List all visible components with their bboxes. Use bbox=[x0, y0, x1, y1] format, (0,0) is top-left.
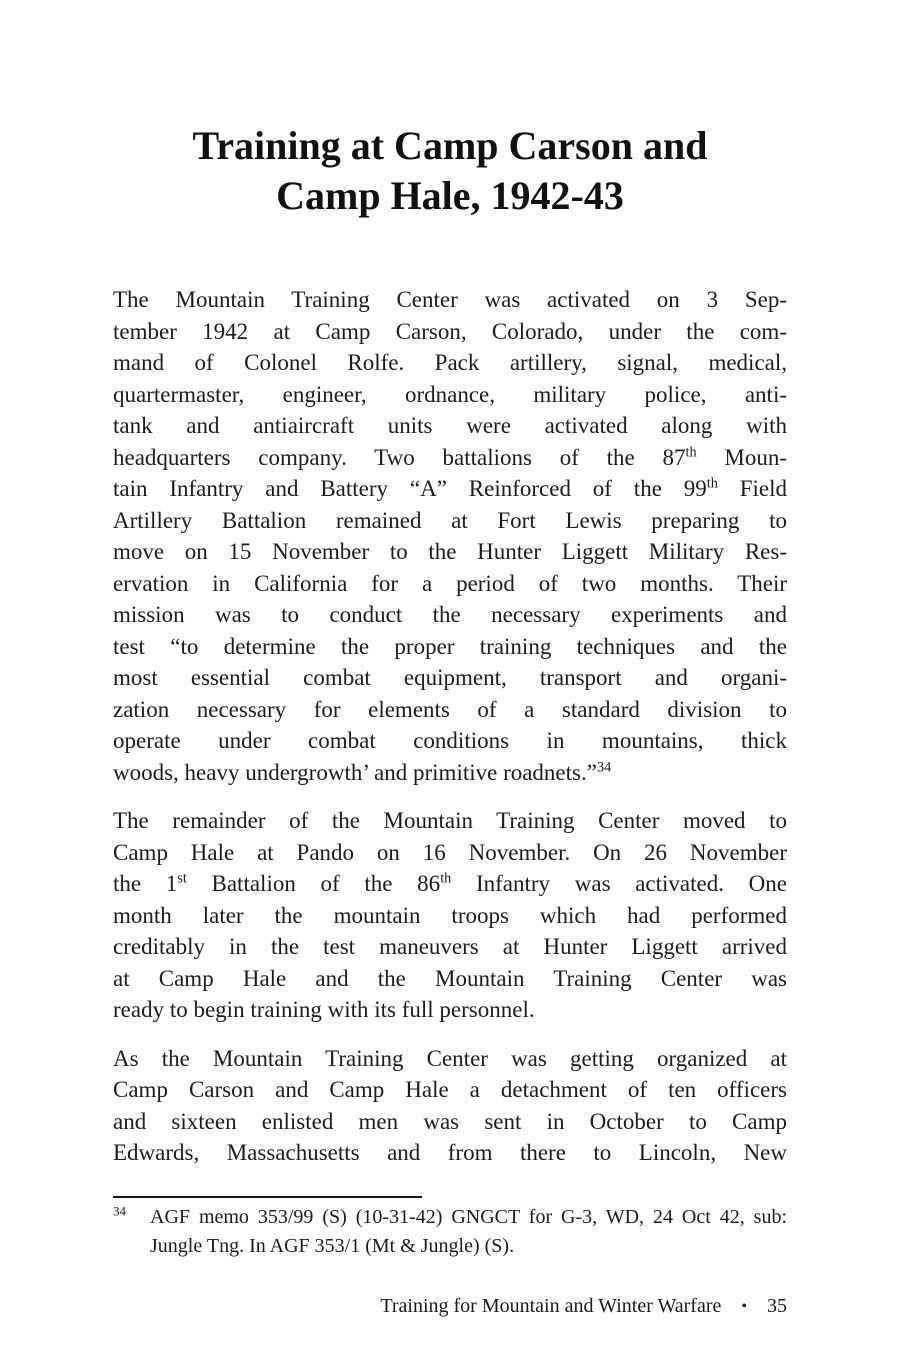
footnote bbox=[113, 1203, 787, 1261]
page-number: 35 bbox=[767, 1295, 787, 1317]
text-line: quartermaster, engineer, ordnance, military police, anti- bbox=[113, 381, 787, 407]
text-line: headquarters company. Two battalions of the 87th Moun- bbox=[113, 443, 787, 470]
chapter-title-line-2: Camp Hale, 1942-43 bbox=[276, 173, 624, 218]
body-text bbox=[113, 284, 787, 1169]
chapter-title bbox=[113, 121, 787, 221]
text-line: move on 15 November to the Hunter Liggett Military Res- bbox=[113, 539, 787, 564]
text-line: The Mountain Training Center was activated on 3 Sep- bbox=[113, 287, 787, 312]
footnote-line-2: Jungle Tng. In AGF 353/1 (Mt & Jungle) (S). bbox=[150, 1235, 515, 1257]
text-line: ervation in California for a period of two months. Their bbox=[113, 570, 787, 596]
footer-chapter-title: Training for Mountain and Winter Warfare bbox=[380, 1295, 722, 1317]
text-line: tank and antiaircraft units were activated along with bbox=[113, 413, 787, 438]
paragraph-2 bbox=[113, 805, 787, 1026]
text-line: most essential combat equipment, transport and organi- bbox=[113, 665, 787, 690]
text-line: and sixteen enlisted men was sent in October to Camp bbox=[113, 1108, 787, 1134]
text-line: Edwards, Massachusetts and from there to Lincoln, New bbox=[113, 1140, 787, 1165]
paragraph-3 bbox=[113, 1043, 787, 1169]
text-line: tember 1942 at Camp Carson, Colorado, under the com- bbox=[113, 318, 787, 344]
footnote-separator-rule bbox=[113, 1196, 422, 1198]
text-line: Camp Hale at Pando on 16 November. On 26 November bbox=[113, 839, 787, 865]
text-line: the 1st Battalion of the 86th Infantry was activated. One bbox=[113, 870, 787, 896]
text-line: The remainder of the Mountain Training Center moved to bbox=[113, 808, 787, 833]
footnote-line-1 bbox=[113, 1203, 787, 1232]
text-line: month later the mountain troops which had performed bbox=[113, 902, 787, 928]
text-line: test “to determine the proper training techniques and the bbox=[113, 633, 787, 659]
running-footer bbox=[380, 1295, 787, 1318]
text-line: Artillery Battalion remained at Fort Lewis preparing to bbox=[113, 507, 787, 533]
text-line: mand of Colonel Rolfe. Pack artillery, signal, medical, bbox=[113, 350, 787, 375]
text-line: at Camp Hale and the Mountain Training Center was bbox=[113, 965, 787, 991]
text-line: tain Infantry and Battery “A” Reinforced of the 99th Field bbox=[113, 475, 787, 501]
chapter-title-line-1: Training at Camp Carson and bbox=[192, 123, 708, 168]
paragraph-1 bbox=[113, 284, 787, 788]
text-line: creditably in the test maneuvers at Hunter Liggett arrived bbox=[113, 934, 787, 959]
text-line: mission was to conduct the necessary experiments and bbox=[113, 602, 787, 627]
bullet-separator: • bbox=[741, 1298, 747, 1315]
text-line: operate under combat conditions in mountains, thick bbox=[113, 728, 787, 753]
footnote-marker: 34 bbox=[113, 1203, 126, 1219]
text-line: zation necessary for elements of a standard division to bbox=[113, 696, 787, 722]
footnote-text: AGF memo 353/99 (S) (10-31-42) GNGCT for G-3, WD, 24 Oct 42, sub: bbox=[150, 1206, 787, 1228]
text-line: ready to begin training with its full personnel. bbox=[113, 997, 535, 1022]
text-line: Camp Carson and Camp Hale a detachment of ten officers bbox=[113, 1077, 787, 1102]
text-line: As the Mountain Training Center was getting organized at bbox=[113, 1045, 787, 1071]
text-line: woods, heavy undergrowth’ and primitive roadnets.”$^{34}$ bbox=[113, 758, 612, 785]
